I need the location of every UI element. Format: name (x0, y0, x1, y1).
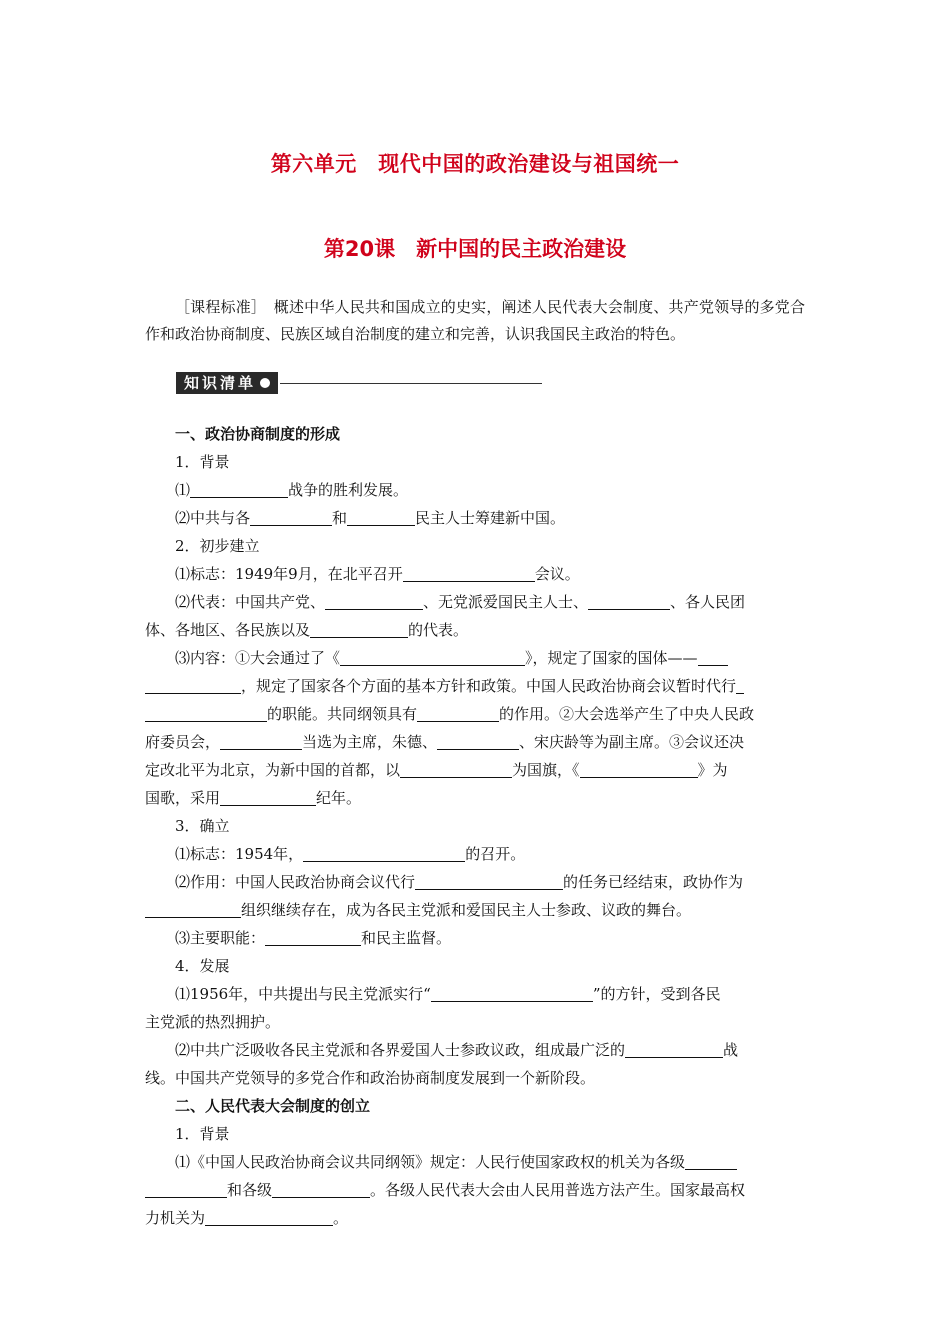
fill-blank[interactable] (415, 871, 563, 890)
text-span: 会议。 (534, 565, 580, 583)
text-span: ⑵作用：中国人民政治协商会议代行 (175, 873, 416, 891)
text-span: 的代表。 (408, 621, 469, 639)
fill-blank[interactable] (437, 731, 519, 750)
text-span: 的任务已经结束，政协作为 (563, 873, 744, 891)
subheading: 3．确立 (175, 817, 230, 835)
text-line: 线。中国共产党领导的多党合作和政治协商制度发展到一个新阶段。 (145, 1069, 596, 1087)
fill-blank[interactable] (417, 703, 499, 722)
text-span: ⑵中共广泛吸收各民主党派和各界爱国人士参政议政，组成最广泛的 (175, 1041, 626, 1059)
text-span: 战争的胜利发展。 (288, 481, 409, 499)
curriculum-standard: ［课程标准］ 概述中华人民共和国成立的史实，阐述人民代表大会制度、共产党领导的多党合作和政治协商制度、民族区域自治制度的建立和完善，认识我国民主政治的特色。 (145, 298, 805, 343)
banner-label: 知识清单 (184, 374, 257, 392)
fill-blank[interactable] (220, 731, 302, 750)
text-span: 体、各地区、各民族以及 (145, 621, 311, 639)
text-span: ⑴1956年，中共提出与民主党派实行“ (175, 985, 431, 1003)
text-line (145, 672, 805, 700)
text-line (145, 728, 805, 756)
text-span: ⑶内容：①大会通过了《 (175, 649, 341, 667)
fill-blank[interactable] (580, 759, 698, 778)
text-span: 组织继续存在，成为各民主党派和爱国民主人士参政、议政的舞台。 (241, 901, 692, 919)
section-banner (176, 372, 542, 394)
text-span: ⑴标志：1954年， (175, 845, 304, 863)
fill-blank[interactable] (145, 1179, 227, 1198)
text-span: 。各级人民代表大会由人民用普选方法产生。国家最高权 (370, 1181, 746, 1199)
fill-blank[interactable] (340, 647, 525, 666)
fill-blank[interactable] (145, 899, 241, 918)
text-span: 和各级 (227, 1181, 273, 1199)
fill-blank[interactable] (250, 507, 332, 526)
text-span: 为国旗，《 (512, 761, 580, 779)
text-line (145, 504, 805, 532)
fill-blank[interactable] (400, 759, 512, 778)
fill-blank[interactable] (685, 1151, 737, 1170)
knowledge-list (145, 420, 805, 1232)
text-span: ⑴ (175, 481, 191, 499)
text-line (145, 616, 805, 644)
section-heading: 一、政治协商制度的形成 (175, 425, 341, 443)
text-span: 的召开。 (465, 845, 526, 863)
text-span: 和民主监督。 (361, 929, 452, 947)
text-line (145, 784, 805, 812)
text-span: 当选为主席，朱德、 (302, 733, 438, 751)
text-span: 纪年。 (316, 789, 362, 807)
lesson-title: 第20课 新中国的民主政治建设 (323, 237, 627, 261)
text-line (145, 644, 805, 672)
text-span: ⑵代表：中国共产党、 (175, 593, 326, 611)
fill-blank[interactable] (272, 1179, 370, 1198)
fill-blank[interactable] (347, 507, 415, 526)
text-span: 的职能。共同纲领具有 (267, 705, 418, 723)
fill-blank[interactable] (625, 1039, 723, 1058)
text-span: 。 (333, 1209, 349, 1227)
text-line (145, 1176, 805, 1204)
text-span: ”的方针，受到各民 (592, 985, 721, 1003)
text-span: 力机关为 (145, 1209, 206, 1227)
fill-blank[interactable] (145, 675, 241, 694)
subheading: 1．背景 (175, 453, 230, 471)
text-span: 战 (723, 1041, 739, 1059)
text-line (145, 700, 805, 728)
subheading: 1．背景 (175, 1125, 230, 1143)
text-line (145, 924, 805, 952)
fill-blank[interactable] (431, 983, 593, 1002)
text-span: 》，规定了国家的国体—— (525, 649, 698, 667)
text-span: 、无党派爱国民主人士、 (423, 593, 589, 611)
text-line (145, 868, 805, 896)
text-line (145, 980, 805, 1008)
fill-blank[interactable] (190, 479, 288, 498)
fill-blank[interactable] (205, 1207, 333, 1226)
fill-blank[interactable] (220, 787, 316, 806)
banner-label-box (176, 372, 278, 394)
text-line (145, 1036, 805, 1064)
fill-blank[interactable] (310, 619, 408, 638)
text-span: ⑴《中国人民政治协商会议共同纲领》规定：人民行使国家政权的机关为各级 (175, 1153, 686, 1171)
text-span: ⑴标志：1949年9月，在北平召开 (175, 565, 403, 583)
text-span: 、各人民团 (670, 593, 746, 611)
text-span: 国歌，采用 (145, 789, 221, 807)
text-line (145, 560, 805, 588)
text-line (145, 1204, 805, 1232)
bullet-dot-icon (260, 378, 270, 388)
text-line: 主党派的热烈拥护。 (145, 1013, 281, 1031)
fill-blank[interactable] (736, 675, 744, 694)
text-span: ⑶主要职能： (175, 929, 266, 947)
fill-blank[interactable] (588, 591, 670, 610)
fill-blank[interactable] (325, 591, 423, 610)
text-span: ⑵中共与各 (175, 509, 251, 527)
fill-blank[interactable] (403, 563, 535, 582)
text-line (145, 1148, 805, 1176)
text-span: 的作用。②大会选举产生了中央人民政 (499, 705, 755, 723)
text-span: 府委员会， (145, 733, 221, 751)
text-line (145, 476, 805, 504)
text-span: 和 (332, 509, 348, 527)
text-line (145, 840, 805, 868)
subheading: 4．发展 (175, 957, 230, 975)
fill-blank[interactable] (265, 927, 361, 946)
text-line (145, 756, 805, 784)
text-line (145, 588, 805, 616)
unit-title: 第六单元 现代中国的政治建设与祖国统一 (270, 152, 680, 176)
text-span: ，规定了国家各个方面的基本方针和政策。中国人民政治协商会议暂时代行 (241, 677, 737, 695)
banner-rule (280, 383, 542, 384)
fill-blank[interactable] (303, 843, 465, 862)
text-span: 民主人士筹建新中国。 (415, 509, 566, 527)
fill-blank[interactable] (145, 703, 267, 722)
text-span: 定改北平为北京，为新中国的首都，以 (145, 761, 401, 779)
section-heading: 二、人民代表大会制度的创立 (175, 1097, 371, 1115)
subheading: 2．初步建立 (175, 537, 260, 555)
text-span: 》为 (697, 761, 728, 779)
text-span: 、宋庆龄等为副主席。③会议还决 (519, 733, 745, 751)
text-line (145, 896, 805, 924)
fill-blank[interactable] (698, 647, 728, 666)
